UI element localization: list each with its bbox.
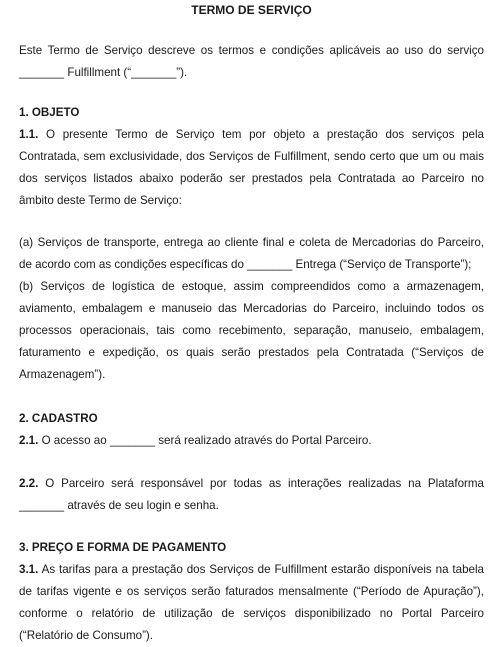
clause-text: O Parceiro será responsável por todas as interações realizadas na Plataforma _______ através de seu login e senha. xyxy=(19,477,484,512)
spacer xyxy=(19,386,484,408)
clause-number: 2.1. xyxy=(19,434,39,447)
item-b-paragraph: (b) Serviços de logística de estoque, assim compreendidos como a armazenagem, aviamento, embalagem e manuseio das Mercadorias do Parceiro, incluindo todos os processos operacionais, tais como recebimento, separação, manuseio, embalagem, faturamento e expedição, os quais serão prestados pela Contratada (“Serviços de Armazenagem”). xyxy=(19,280,484,381)
intro-paragraph: Este Termo de Serviço descreve os termos e condições aplicáveis ao uso do serviço _______ Fulfillment (“_______”). xyxy=(19,44,484,79)
spacer xyxy=(19,452,484,473)
section-heading-objeto: 1. OBJETO xyxy=(19,106,80,119)
spacer xyxy=(19,84,484,102)
clause-number: 3.1. xyxy=(19,563,39,576)
spacer xyxy=(19,517,484,537)
clause-number: 1.1. xyxy=(19,128,39,141)
clause-3-1 xyxy=(19,559,484,647)
spacer xyxy=(19,212,484,232)
section-heading-cadastro: 2. CADASTRO xyxy=(19,412,98,425)
clause-1-1 xyxy=(19,124,484,212)
item-a-paragraph: (a) Serviços de transporte, entrega ao cliente final e coleta de Mercadorias do Parceiro, de acordo com as condições específicas do _______ Entrega (“Serviço de Transporte”); xyxy=(19,236,484,271)
clause-2-1 xyxy=(19,430,484,452)
clause-2-2 xyxy=(19,473,484,517)
clause-text: As tarifas para a prestação dos Serviços de Fulfillment estarão disponíveis na tabela de tarifas vigente e os serviços serão faturados mensalmente (“Período de Apuração”), conforme o relatório de utilização de serviços disponibilizado no Portal Parceiro (“Relatório de Consumo”). xyxy=(19,563,484,642)
section-heading-preco: 3. PREÇO E FORMA DE PAGAMENTO xyxy=(19,541,227,554)
clause-text: O presente Termo de Serviço tem por objeto a prestação dos serviços pela Contratada, sem exclusividade, dos Serviços de Fulfillment, sendo certo que um ou mais dos serviços listados abaixo poderão ser prestados pela Contratada ao Parceiro no âmbito deste Termo de Serviço: xyxy=(19,128,484,207)
clause-number: 2.2. xyxy=(19,477,39,490)
document-title: TERMO DE SERVIÇO xyxy=(191,3,312,17)
clause-text: O acesso ao _______ será realizado através do Portal Parceiro. xyxy=(38,434,372,447)
